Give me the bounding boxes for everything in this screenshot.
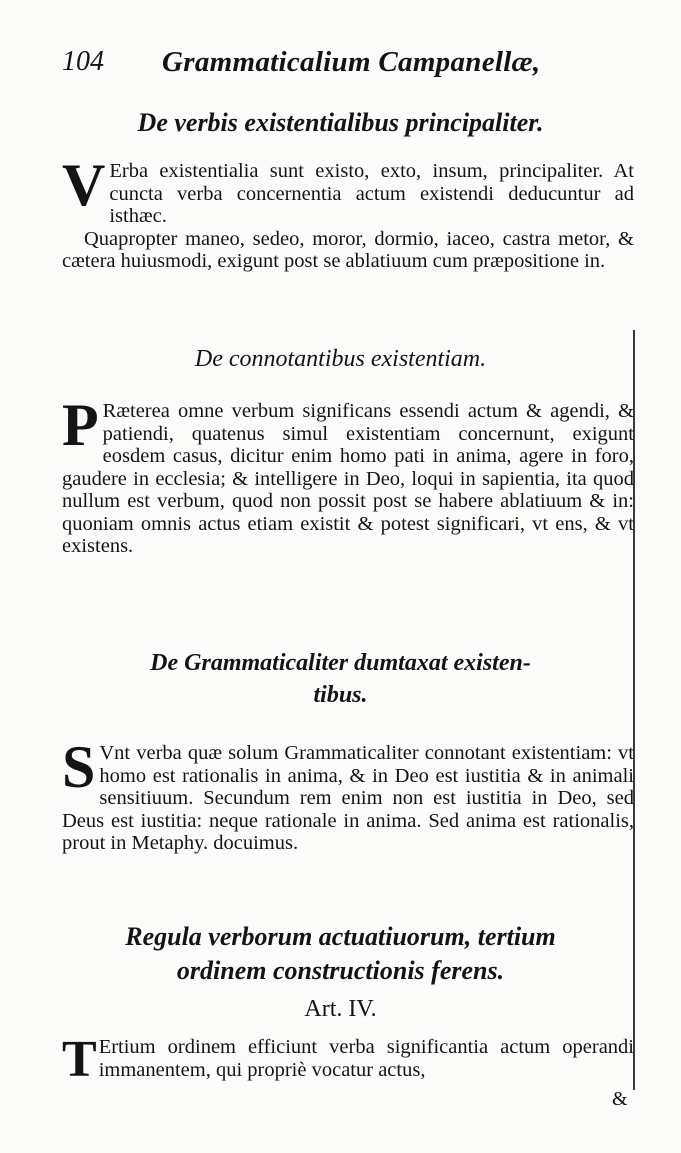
drop-cap-initial: P bbox=[62, 392, 99, 458]
paragraph-2 bbox=[62, 228, 634, 273]
section-heading-regula-line1: Regula verborum actuatiuorum, tertium bbox=[125, 922, 556, 951]
running-title: Grammaticalium Campanellæ, bbox=[162, 46, 541, 78]
page-header bbox=[62, 40, 622, 90]
paragraph-1 bbox=[62, 152, 634, 228]
paragraph-existentialibus bbox=[62, 152, 634, 273]
paragraph-text: Erba existentialia sunt existo, exto, insum, principaliter. At cuncta verba concernentia actum existendi deducuntur ad isthæc. bbox=[109, 160, 634, 227]
catchword: & bbox=[612, 1088, 628, 1110]
paragraph-regula bbox=[62, 1031, 634, 1088]
section-heading-grammaticaliter-line2: tibus. bbox=[313, 682, 368, 708]
section-heading-connotantibus: De connotantibus existentiam. bbox=[194, 346, 487, 372]
drop-cap-initial: T bbox=[62, 1031, 97, 1088]
page-number: 104 bbox=[62, 46, 104, 77]
paragraph-3 bbox=[62, 392, 634, 558]
paragraph-connotantibus bbox=[62, 392, 634, 558]
paragraph-4 bbox=[62, 734, 634, 855]
section-heading-grammaticaliter-line1: De Grammaticaliter dumtaxat existen- bbox=[150, 650, 531, 676]
paragraph-5 bbox=[62, 1031, 634, 1088]
section-heading-existentialibus: De verbis existentialibus principaliter. bbox=[137, 108, 544, 137]
section-heading-regula-line2: ordinem constructionis ferens. bbox=[176, 956, 505, 985]
paragraph-text: Ræterea omne verbum significans essendi actum & agendi, & patiendi, quatenus simul existentiam concernunt, exigunt eosdem casus, dicitur enim homo pati in anima, agere in foro, gaudere in ecclesia; & intelligere in Deo, loqui in sapientia, ita quod nullum est verbum, quod non possit post se habere ablatiuum & in: quoniam omnis actus etiam existit & potest significari, vt ens, & vt existens. bbox=[62, 400, 634, 557]
article-label: Art. IV. bbox=[304, 996, 377, 1022]
paragraph-text: Vnt verba quæ solum Grammaticaliter connotant existentiam: vt homo est rationalis in anima, & in Deo est iustitia & in animali sensitiuum. Secundum rem enim non est iustitia in Deo, sed Deus est iustitia: neque rationale in anima. Sed anima est rationalis, prout in Metaphy. docuimus. bbox=[62, 742, 634, 854]
paragraph-text: Quapropter maneo, sedeo, moror, dormio, iaceo, castra metor, & cætera huiusmodi, exigunt post se ablatiuum cum præpositione in. bbox=[62, 227, 634, 272]
drop-cap-initial: S bbox=[62, 734, 96, 800]
drop-cap-initial: V bbox=[62, 152, 106, 218]
paragraph-grammaticaliter bbox=[62, 734, 634, 855]
paragraph-text: Ertium ordinem efficiunt verba significantia actum operandi immanentem, qui propriè vocatur actus, bbox=[98, 1036, 634, 1081]
